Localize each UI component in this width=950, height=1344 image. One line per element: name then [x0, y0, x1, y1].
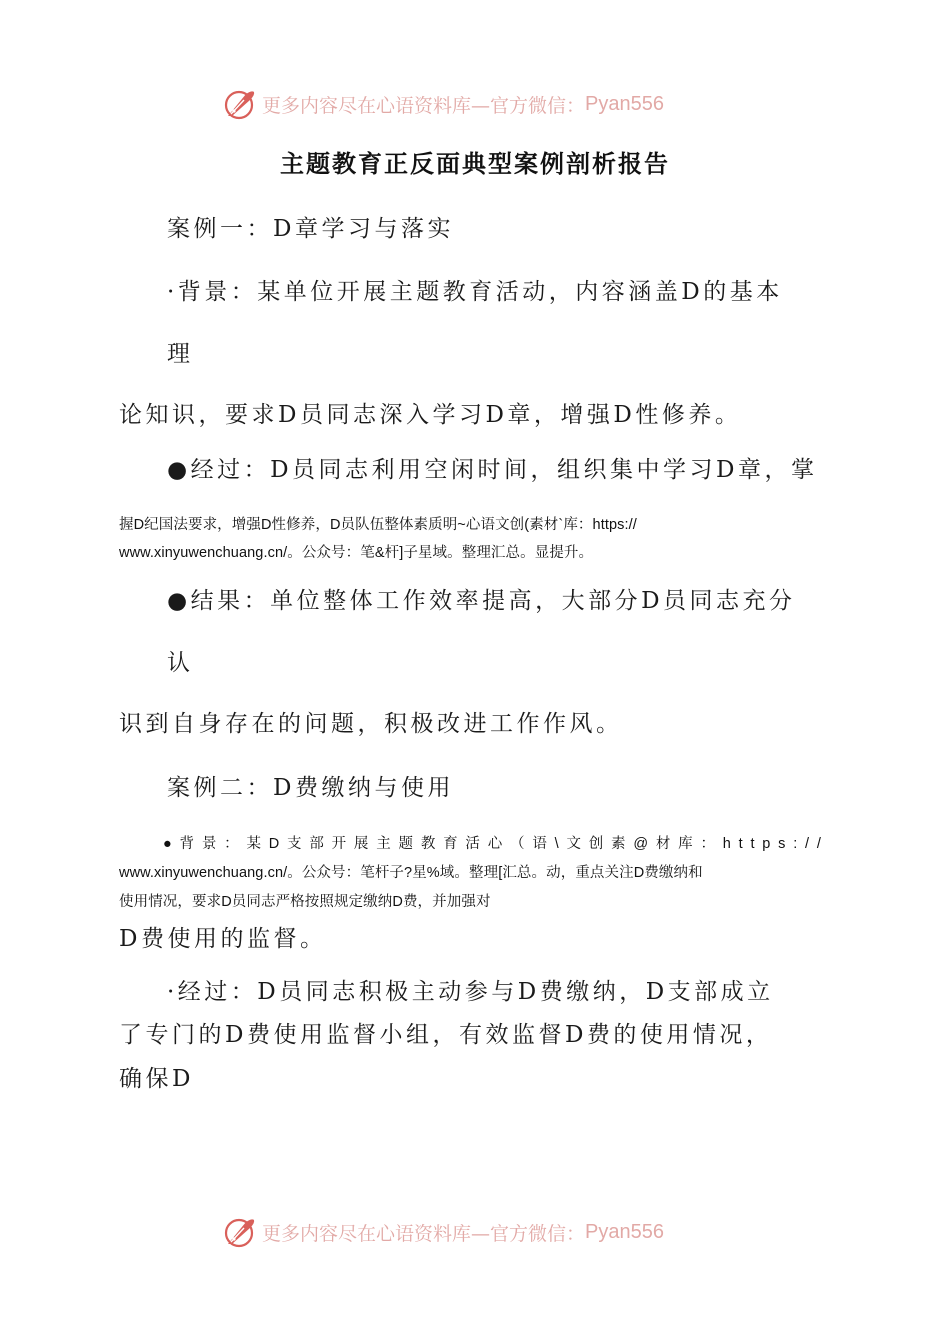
quill-logo-icon [222, 86, 258, 122]
watermark-handle: Pyan556 [585, 92, 664, 115]
page-title: 主题教育正反面典型案例剖析报告 [280, 149, 670, 178]
paragraph-line: 认 [167, 650, 194, 676]
paragraph-line-small: 使用情况，要求D员同志严格按照规定缴纳D费，并加强对 [119, 894, 491, 910]
paragraph-line-small: ●背景：某D支部开展主题教育活心（语\文创素@材库：https:// [163, 836, 829, 852]
paragraph-line-small: www.xinyuwenchuang.cn/。公众号：笔杆子?星%域。整理[汇总。动，重点关注D费缴纳和 [119, 865, 703, 881]
paragraph-line: ●经过：D员同志利用空闲时间，组织集中学习D章，掌 [167, 457, 818, 483]
watermark-text: 更多内容尽在心语资料库—官方微信： [262, 1222, 586, 1245]
watermark-text: 更多内容尽在心语资料库—官方微信： [262, 94, 586, 117]
case-one-heading: 案例一：D章学习与落实 [167, 216, 454, 242]
paragraph-line: 理 [167, 341, 194, 367]
paragraph-line: ●结果：单位整体工作效率提高，大部分D员同志充分 [167, 588, 796, 614]
paragraph-line: 了专门的D费使用监督小组，有效监督D费的使用情况， [119, 1022, 773, 1048]
paragraph-line: 论知识，要求D员同志深入学习D章，增强D性修养。 [119, 402, 742, 428]
watermark-banner-bottom [0, 1210, 950, 1254]
watermark-handle: Pyan556 [585, 1220, 664, 1243]
watermark-banner-top [0, 82, 950, 126]
paragraph-line-small: 握D纪国法要求，增强D性修养，D员队伍整体素质明~心语文创(素材`库：https:// [119, 517, 637, 533]
paragraph-line: D费使用的监督。 [119, 926, 327, 952]
paragraph-line: ·背景：某单位开展主题教育活动，内容涵盖D的基本 [167, 279, 783, 305]
paragraph-line: ·经过：D员同志积极主动参与D费缴纳，D支部成立 [167, 979, 774, 1005]
quill-logo-icon [222, 1214, 258, 1250]
paragraph-line: 确保D [119, 1066, 194, 1092]
paragraph-line: 识到自身存在的问题，积极改进工作作风。 [119, 711, 623, 737]
case-two-heading: 案例二：D费缴纳与使用 [167, 775, 454, 801]
paragraph-line-small: www.xinyuwenchuang.cn/。公众号：笔&杆]子星域。整理汇总。显提升。 [119, 545, 594, 561]
